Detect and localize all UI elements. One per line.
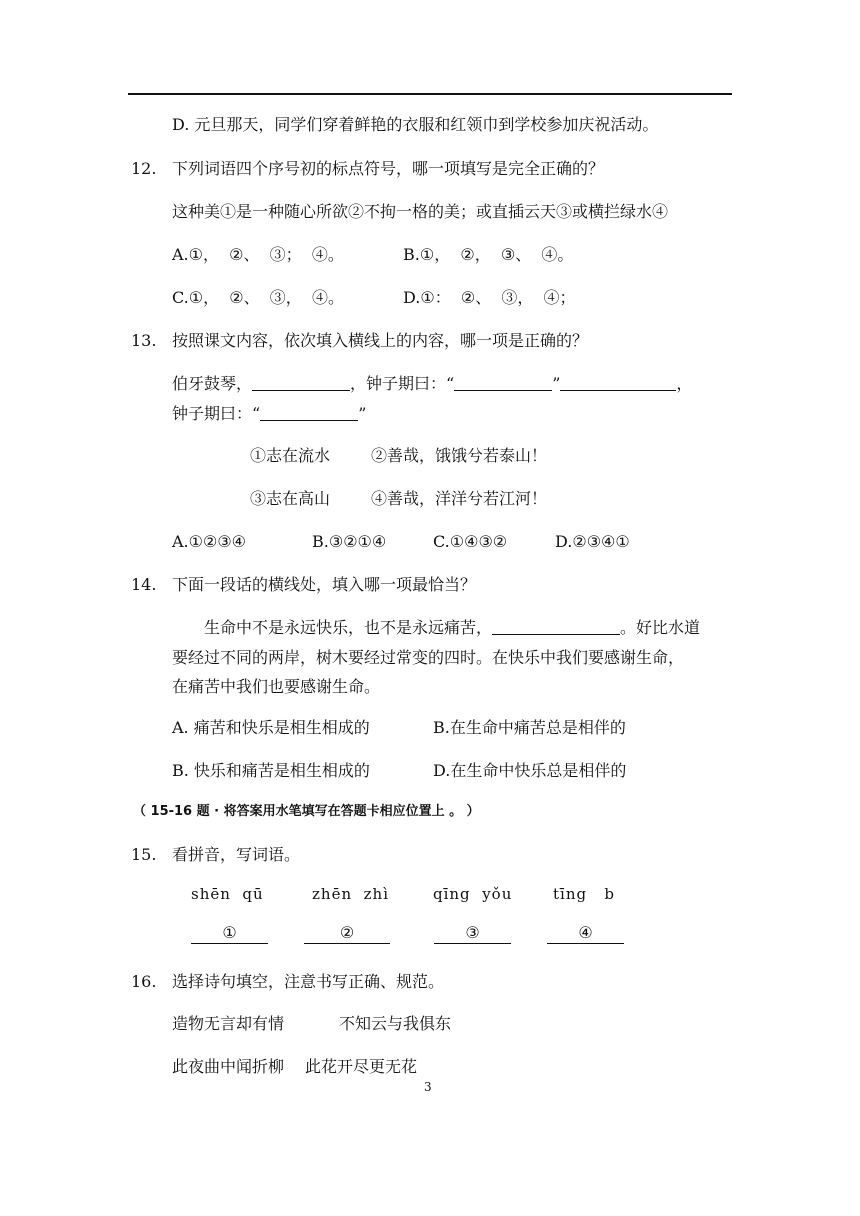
q13-text-line1	[172, 374, 692, 394]
q13-text-part5: 钟子期曰：“	[172, 404, 261, 423]
q11-option-d: D. 元旦那天，同学们穿着鲜艳的衣服和红领巾到学校参加庆祝活动。	[172, 115, 659, 134]
q13-text-line2	[172, 404, 366, 424]
q12-option-d: D.①： ②、 ③， ④；	[403, 288, 576, 307]
q14-question: 下面一段话的横线处，填入哪一项最恰当？	[172, 575, 477, 594]
q15-pinyin-4: tīng b	[553, 885, 615, 903]
q13-text-part6: ”	[358, 404, 367, 423]
q14-option-c: B. 快乐和痛苦是相生相成的	[172, 761, 370, 780]
q16-poem-line-2a: 此夜曲中闻折柳	[172, 1057, 285, 1076]
q13-text-part3: ”	[552, 374, 561, 393]
section-note: （ 15-16 题 · 将答案用水笔填写在答题卡相应位置上 。 ）	[133, 804, 480, 819]
q14-number: 14.	[131, 575, 157, 594]
q15-number: 15.	[131, 845, 157, 864]
q13-text-part2: ，钟子期曰：“	[350, 374, 455, 393]
q16-poem-line-2b: 此花开尽更无花	[305, 1057, 418, 1076]
q12-option-a: A.①， ②、 ③； ④。	[172, 245, 344, 264]
header-rule	[128, 93, 732, 95]
q15-answer-line-1: ①	[191, 923, 268, 944]
q12-number: 12.	[131, 159, 157, 178]
q13-item-1: ①志在流水	[250, 446, 331, 465]
q12-question: 下列词语四个序号初的标点符号，哪一项填写是完全正确的？	[172, 159, 605, 178]
q15-answer-line-2: ②	[304, 923, 390, 944]
q14-para-line1b: 。好比水道	[620, 618, 701, 637]
q15-question: 看拼音，写词语。	[172, 845, 301, 864]
q14-option-d: D.在生命中快乐总是相伴的	[433, 761, 627, 780]
q15-pinyin-1: shēn qū	[191, 885, 264, 903]
q12-sentence: 这种美①是一种随心所欲②不拘一格的美；或直插云天③或横拦绿水④	[172, 202, 669, 221]
q16-poem-line-1b: 不知云与我俱东	[339, 1014, 452, 1033]
q16-number: 16.	[131, 972, 157, 991]
q14-blank	[492, 620, 620, 635]
q13-number: 13.	[131, 331, 157, 350]
q16-question: 选择诗句填空，注意书写正确、规范。	[172, 972, 445, 991]
q13-question: 按照课文内容，依次填入横线上的内容，哪一项是正确的？	[172, 331, 589, 350]
q13-item-3: ③志在高山	[250, 489, 331, 508]
q15-answer-line-4: ④	[547, 923, 624, 944]
q14-option-b: B.在生命中痛苦总是相伴的	[433, 718, 626, 737]
q13-option-a: A.①②③④	[172, 532, 247, 551]
q14-para-line1a: 生命中不是永远快乐，也不是永远痛苦，	[204, 618, 493, 637]
q15-answer-line-3: ③	[434, 923, 511, 944]
q13-blank-4	[260, 406, 358, 421]
q13-text-part1: 伯牙鼓琴，	[172, 374, 253, 393]
q14-option-a: A. 痛苦和快乐是相生相成的	[172, 718, 370, 737]
q16-poem-line-1a: 造物无言却有情	[172, 1014, 285, 1033]
q13-item-2: ②善哉，饿饿兮若泰山！	[371, 446, 548, 465]
q15-pinyin-3: qīng yǒu	[433, 885, 513, 903]
q14-paragraph-line2: 要经过不同的两岸，树木要经过常变的四时。在快乐中我们要感谢生命，	[172, 648, 685, 667]
q12-option-b: B.①， ②， ③、 ④。	[403, 245, 574, 264]
q13-blank-3	[560, 376, 676, 391]
q15-pinyin-2: zhēn zhì	[312, 885, 389, 903]
q13-text-part4: ，	[676, 374, 693, 393]
q13-option-b: B.③②①④	[312, 532, 387, 551]
q14-paragraph-line3: 在痛苦中我们也要感谢生命。	[172, 677, 381, 696]
q13-blank-1	[252, 376, 350, 391]
q14-paragraph-line1	[204, 618, 700, 638]
q13-option-d: D.②③④①	[555, 532, 630, 551]
q12-option-c: C.①， ②、 ③， ④。	[172, 288, 344, 307]
q13-option-c: C.①④③②	[433, 532, 508, 551]
q13-blank-2	[454, 376, 552, 391]
page-number: 3	[424, 1080, 432, 1094]
q13-item-4: ④善哉，洋洋兮若江河！	[371, 489, 548, 508]
